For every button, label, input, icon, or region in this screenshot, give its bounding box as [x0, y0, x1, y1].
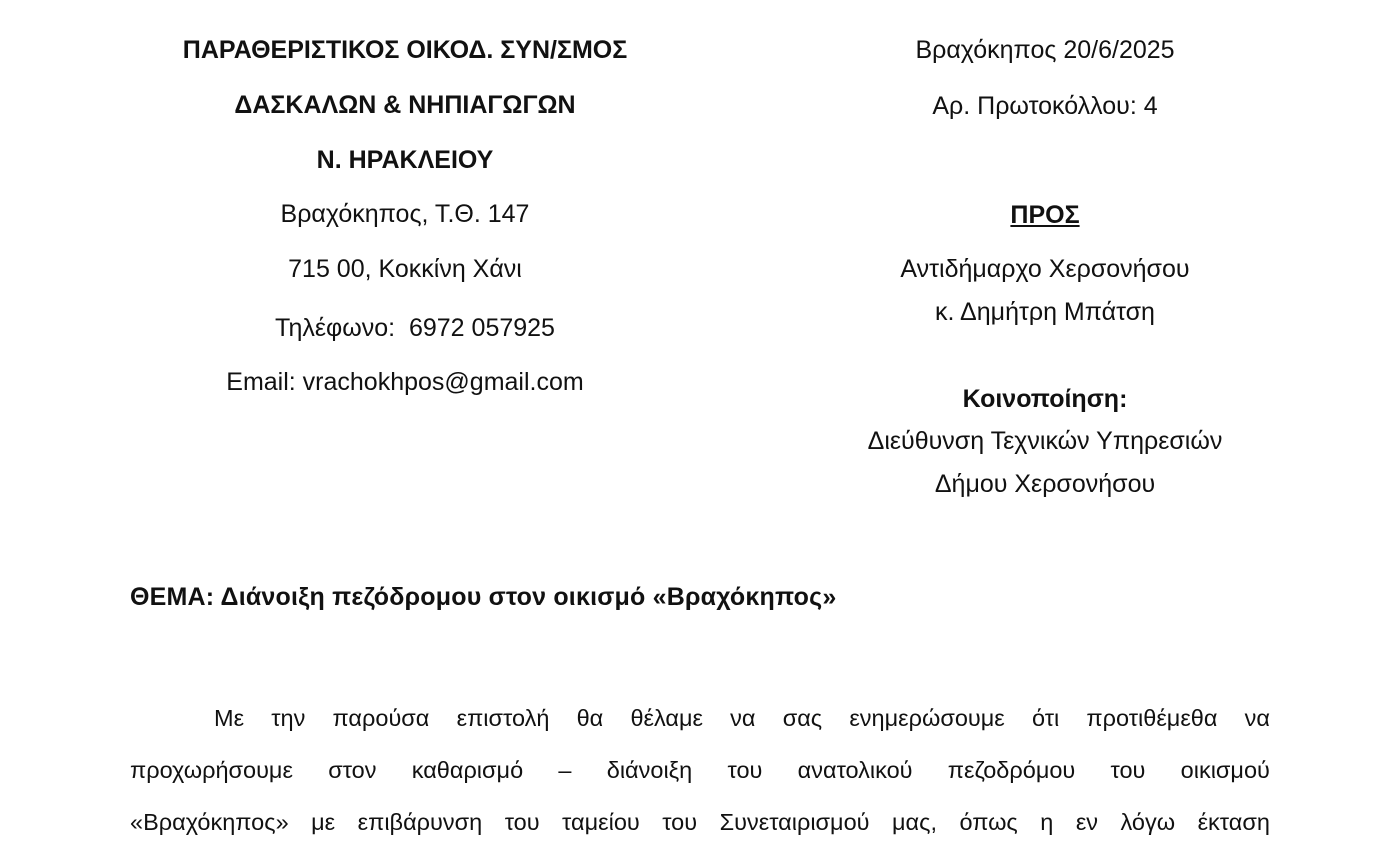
- body-word: σας: [782, 705, 823, 731]
- cc-line1: Διεύθυνση Τεχνικών Υπηρεσιών: [867, 427, 1223, 455]
- sender-email: Email: vrachokhpos@gmail.com: [226, 368, 584, 396]
- body-line: [130, 796, 1270, 848]
- body-line: [130, 692, 1270, 744]
- place-date: Βραχόκηπος 20/6/2025: [915, 36, 1175, 64]
- letter-body: [130, 692, 1270, 848]
- body-word: επιστολή: [456, 705, 550, 731]
- to-label-text: ΠΡΟΣ: [1010, 201, 1080, 229]
- sender-address-line1: Βραχόκηπος, Τ.Θ. 147: [280, 200, 530, 228]
- body-word: –: [558, 757, 572, 783]
- cc-label: Κοινοποίηση:: [962, 385, 1128, 413]
- body-word: με: [311, 809, 336, 835]
- body-word: «Βραχόκηπος»: [130, 809, 289, 835]
- body-word: την: [271, 705, 306, 731]
- body-word: ενημερώσουμε: [849, 705, 1005, 731]
- body-line-words: [130, 796, 1270, 848]
- body-word: καθαρισμό: [411, 757, 524, 783]
- body-word: ότι: [1031, 705, 1060, 731]
- body-word: Με: [214, 705, 245, 731]
- body-word: η: [1040, 809, 1054, 835]
- protocol-number: Αρ. Πρωτοκόλλου: 4: [932, 92, 1158, 120]
- body-word: θέλαμε: [630, 705, 703, 731]
- body-word: παρούσα: [332, 705, 430, 731]
- body-word: στον: [328, 757, 377, 783]
- body-word: εν: [1075, 809, 1099, 835]
- body-word: Συνεταιρισμού: [719, 809, 870, 835]
- body-word: όπως: [959, 809, 1018, 835]
- body-word: του: [662, 809, 698, 835]
- body-word: ταμείου: [562, 809, 640, 835]
- body-word: του: [504, 809, 540, 835]
- body-word: του: [727, 757, 763, 783]
- body-word: θα: [576, 705, 604, 731]
- body-line: [130, 744, 1270, 796]
- body-line-words: [130, 744, 1270, 796]
- sender-org-line2: ΔΑΣΚΑΛΩΝ & ΝΗΠΙΑΓΩΓΩΝ: [234, 91, 576, 119]
- body-word: να: [1244, 705, 1270, 731]
- cc-line2: Δήμου Χερσονήσου: [934, 470, 1156, 498]
- body-line-words: [214, 692, 1270, 744]
- body-word: οικισμού: [1180, 757, 1270, 783]
- recipient-line2: κ. Δημήτρη Μπάτση: [935, 298, 1155, 326]
- body-word: προχωρήσουμε: [130, 757, 293, 783]
- body-word: μας,: [892, 809, 937, 835]
- body-word: ανατολικού: [797, 757, 913, 783]
- body-word: προτιθέμεθα: [1086, 705, 1218, 731]
- body-word: του: [1110, 757, 1146, 783]
- body-word: λόγω: [1120, 809, 1176, 835]
- recipient-line1: Αντιδήμαρχο Χερσονήσου: [900, 255, 1190, 283]
- sender-address-line2: 715 00, Κοκκίνη Χάνι: [288, 255, 522, 283]
- body-word: έκταση: [1197, 809, 1270, 835]
- to-label: [790, 201, 1300, 230]
- body-word: επιβάρυνση: [357, 809, 483, 835]
- subject-line: ΘΕΜΑ: Διάνοιξη πεζόδρομου στον οικισμό «Βραχόκηπος»: [130, 583, 837, 611]
- sender-org-line3: Ν. ΗΡΑΚΛΕΙΟΥ: [316, 146, 494, 174]
- sender-phone: Τηλέφωνο: 6972 057925: [275, 314, 555, 342]
- body-word: να: [730, 705, 756, 731]
- body-word: πεζοδρόμου: [947, 757, 1076, 783]
- body-word: διάνοιξη: [606, 757, 693, 783]
- sender-org-line1: ΠΑΡΑΘΕΡΙΣΤΙΚΟΣ ΟΙΚΟΔ. ΣΥΝ/ΣΜΟΣ: [182, 36, 628, 64]
